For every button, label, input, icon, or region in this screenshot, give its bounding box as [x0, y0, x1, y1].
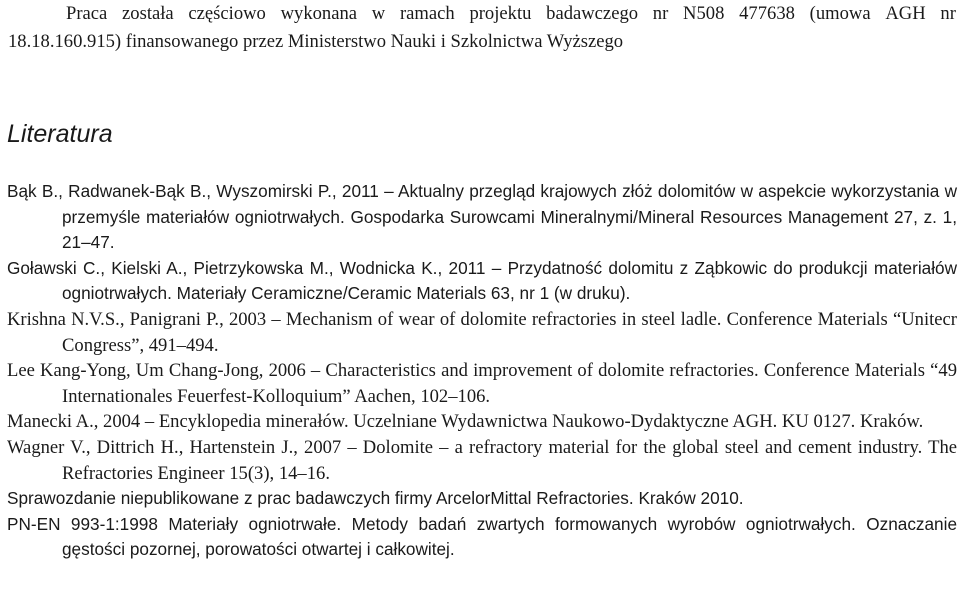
reference-item: [7, 256, 957, 307]
reference-line: Manecki A., 2004 – Encyklopedia minerałów. Uczelniane Wydawnictwa Naukowo-Dydaktyczne AGH. KU 0127.: [7, 411, 856, 433]
ack-word: projektu: [469, 3, 532, 24]
reference-item: [7, 512, 957, 563]
ack-word: nr: [652, 3, 669, 24]
ack-word: została: [122, 3, 174, 24]
ack-word: badawczego: [546, 3, 639, 24]
ack-word: N508: [683, 3, 725, 24]
reference-line: Sprawozdanie niepublikowane z prac badawczych firmy ArcelorMittal Refractories. Kraków 2010.: [7, 488, 744, 509]
ack-word: AGH: [885, 3, 926, 24]
reference-line: Bąk B., Radwanek-Bąk B., Wyszomirski P., 2011 – Aktualny przegląd krajowych złóż dolomitów w aspekcie: [7, 181, 827, 201]
ack-word: w: [371, 3, 386, 24]
reference-line: wykorzystania w przemyśle materiałów ogniotrwałych. Gospodarka Surowcami Mineralnymi/Mineral: [62, 181, 957, 227]
ack-word: nr: [940, 3, 956, 24]
reference-item: [7, 486, 957, 512]
reference-item: [7, 179, 957, 256]
reference-line: Krishna N.V.S., Panigrani P., 2003 – Mechanism of wear of dolomite refractories in steel ladle. Conference: [7, 308, 813, 330]
ack-word: częściowo: [188, 3, 266, 24]
reference-line: Kraków.: [859, 411, 924, 433]
acknowledgement-paragraph: [8, 0, 956, 56]
ack-word: 477638: [739, 3, 795, 24]
ack-word: (umowa: [809, 3, 871, 24]
acknowledgement-line-2: 18.18.160.915) finansowanego przez Ministerstwo Nauki i Szkolnictwa Wyższego: [8, 31, 624, 52]
reference-line: Materials “Unitecr Congress”, 491–494.: [62, 308, 957, 356]
reference-line: Resources Management 27, z. 1, 21–47.: [62, 206, 958, 253]
reference-line: materiałów ogniotrwałych. Materiały Ceramiczne/Ceramic Materials 63, nr 1 (w druku).: [62, 257, 957, 304]
reference-line: industry. The Refractories Engineer 15(3), 14–16.: [62, 436, 957, 484]
reference-line: PN-EN 993-1:1998 Materiały ogniotrwałe. Metody badań zwartych formowanych wyrobów ogniotrwałych.: [7, 513, 856, 534]
reference-item: [7, 358, 957, 409]
ack-word: wykonana: [280, 3, 358, 24]
ack-word: ramach: [399, 3, 455, 24]
reference-line: Lee Kang-Yong, Um Chang-Jong, 2006 – Characteristics and improvement of dolomite refractories. Conference: [7, 360, 850, 382]
reference-line: Wagner V., Dittrich H., Hartenstein J., 2007 – Dolomite – a refractory material for the global steel and cement: [7, 436, 852, 458]
reference-line: Materials “49 Internationales Feuerfest-Kolloquium” Aachen, 102–106.: [62, 360, 957, 407]
reference-line: Goławski C., Kielski A., Pietrzykowska M., Wodnicka K., 2011 – Przydatność dolomitu z Ząbkowic do produkcji: [7, 257, 868, 278]
reference-item: [7, 307, 957, 358]
acknowledgement-line-1: [8, 0, 956, 28]
reference-item: [7, 409, 957, 435]
section-heading: Literatura: [7, 120, 113, 148]
reference-list: [7, 179, 957, 563]
reference-line: Oznaczanie gęstości pozornej, porowatości otwartej i całkowitej.: [62, 513, 957, 560]
reference-item: [7, 435, 957, 486]
ack-word: Praca: [66, 3, 108, 24]
